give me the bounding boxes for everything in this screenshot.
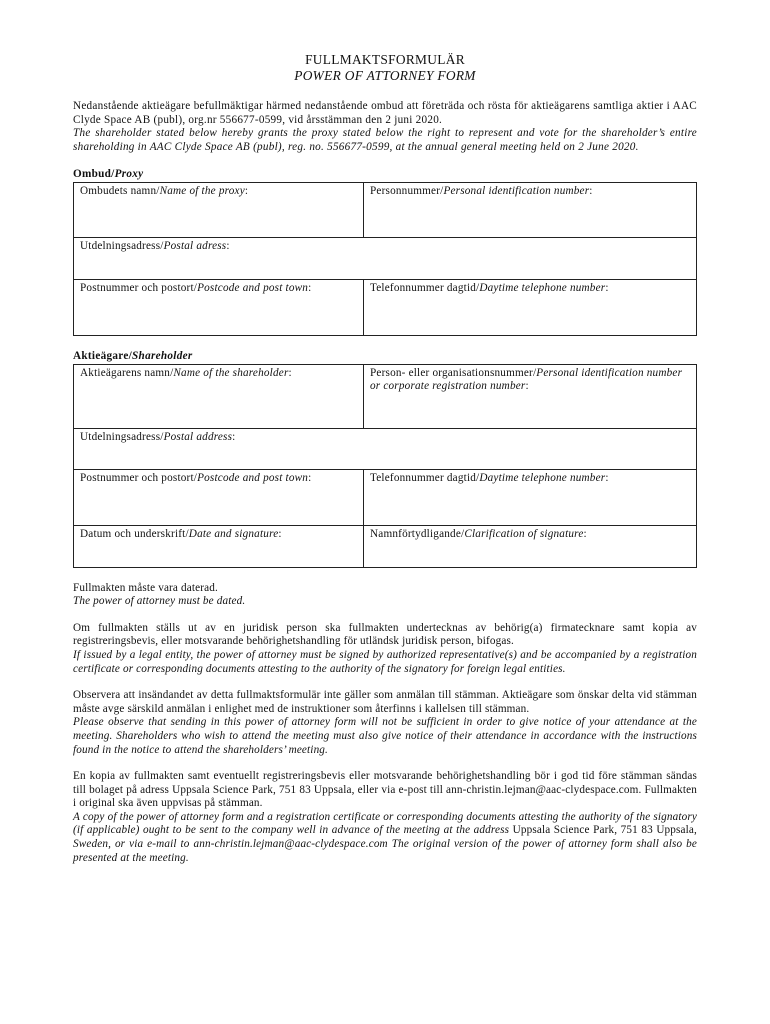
shareholder-name-field[interactable]: Aktieägarens namn/Name of the shareholder: — [74, 364, 364, 428]
proxy-postcode-field[interactable]: Postnummer och postort/Postcode and post town: — [74, 279, 364, 335]
shareholder-postcode-field[interactable]: Postnummer och postort/Postcode and post town: — [74, 469, 364, 525]
shareholder-clarification-field[interactable]: Namnförtydligande/Clarification of signature: — [364, 525, 697, 567]
shareholder-pid-field[interactable]: Person- eller organisationsnummer/Personal identification number or corporate registration number: — [364, 364, 697, 428]
note-legal-entity: Om fullmakten ställs ut av en juridisk person ska fullmakten undertecknas av behörig(a) firmatecknare samt kopia av registreringsbevis, eller motsvarande behörighetshandling för utländsk juridisk person, bifogas. If issued by a legal entity, the power of attorney must be signed by authorized representative(s) and be accompanied by a registration certificate or corresponding documents attesting to the authority of the signatory for foreign legal entities. — [73, 621, 697, 675]
shareholder-heading — [73, 350, 697, 364]
shareholder-heading-en: Shareholder — [132, 349, 193, 362]
note-copy-english: A copy of the power of attorney form and a registration certificate or corresponding documents attesting the authority of the signatory (if applicable) ought to be sent to the company well in advance of the meeting at the address Uppsala Science Park, 751 83 Uppsala, Sweden, or via e-mail to ann-christin.lejman@aac-clydespace.com The original version of the power of attorney form shall also be presented at the meeting. — [73, 810, 697, 864]
proxy-name-field[interactable]: Ombudets namn/Name of the proxy: — [74, 182, 364, 237]
intro-text — [73, 100, 697, 154]
title-swedish: FULLMAKTSFORMULÄR — [305, 52, 465, 67]
proxy-heading-sv: Ombud/ — [73, 168, 115, 181]
note-dated: Fullmakten måste vara daterad. The power of attorney must be dated. — [73, 581, 246, 608]
intro-swedish: Nedanstående aktieägare befullmäktigar härmed nedanstående ombud att företräda och rösta för aktieägarens samtliga aktier i AAC Clyde Space AB (publ), org.nr 556677-0599, vid årsstämman den 2 juni 2020. — [73, 100, 697, 126]
shareholder-phone-field[interactable]: Telefonnummer dagtid/Daytime telephone number: — [364, 469, 697, 525]
form-title — [73, 52, 697, 84]
title-english: POWER OF ATTORNEY FORM — [294, 68, 476, 83]
proxy-heading — [73, 168, 697, 182]
note-attendance: Observera att insändandet av detta fullmaktsformulär inte gäller som anmälan till stämman. Aktieägare som önskar delta vid stämman måste avge särskild anmälan i enlighet med de instruktioner som återfinns i kallelsen till stämman. Please observe that sending in this power of attorney form will not be sufficient in order to give notice of your attendance at the meeting. Shareholders who wish to attend the meeting must also give notice of their attendance in accordance with the instructions found in the notice to attend the shareholders’ meeting. — [73, 689, 697, 756]
intro-english: The shareholder stated below hereby grants the proxy stated below the right to represent and vote for the shareholder’s entire shareholding in AAC Clyde Space AB (publ), reg. no. 556677-0599, at the annual general meeting held on 2 June 2020. — [73, 127, 697, 153]
note-copy: En kopia av fullmakten samt eventuellt registreringsbevis eller motsvarande behörighetshandling bör i god tid före stämman sändas till bolaget på adress Uppsala Science Park, 751 83 Uppsala, eller via e-post till ann-christin.lejman@aac-clydespace.com. Fullmakten i original ska även uppvisas på stämman. A copy of the power of attorney form and a registration certificate or corresponding documents attesting the authority of the signatory (if applicable) ought to be sent to the company well in advance of the meeting at the address Uppsala Science Park, 751 83 Uppsala, Sweden, or via e-mail to ann-christin.lejman@aac-clydespace.com The original version of the power of attorney form shall also be presented at the meeting. — [73, 770, 697, 864]
proxy-heading-en: Proxy — [114, 168, 144, 181]
notes-section — [73, 582, 697, 866]
shareholder-table — [73, 364, 697, 568]
proxy-address-field[interactable]: Utdelningsadress/Postal adress: — [74, 237, 697, 279]
proxy-table — [73, 182, 697, 336]
shareholder-address-field[interactable]: Utdelningsadress/Postal address: — [74, 428, 697, 469]
proxy-pid-field[interactable]: Personnummer/Personal identification number: — [364, 182, 697, 237]
proxy-phone-field[interactable]: Telefonnummer dagtid/Daytime telephone number: — [364, 279, 697, 335]
document-page — [73, 52, 697, 878]
shareholder-date-signature-field[interactable]: Datum och underskrift/Date and signature: — [74, 525, 364, 567]
shareholder-heading-sv: Aktieägare/ — [73, 349, 133, 362]
